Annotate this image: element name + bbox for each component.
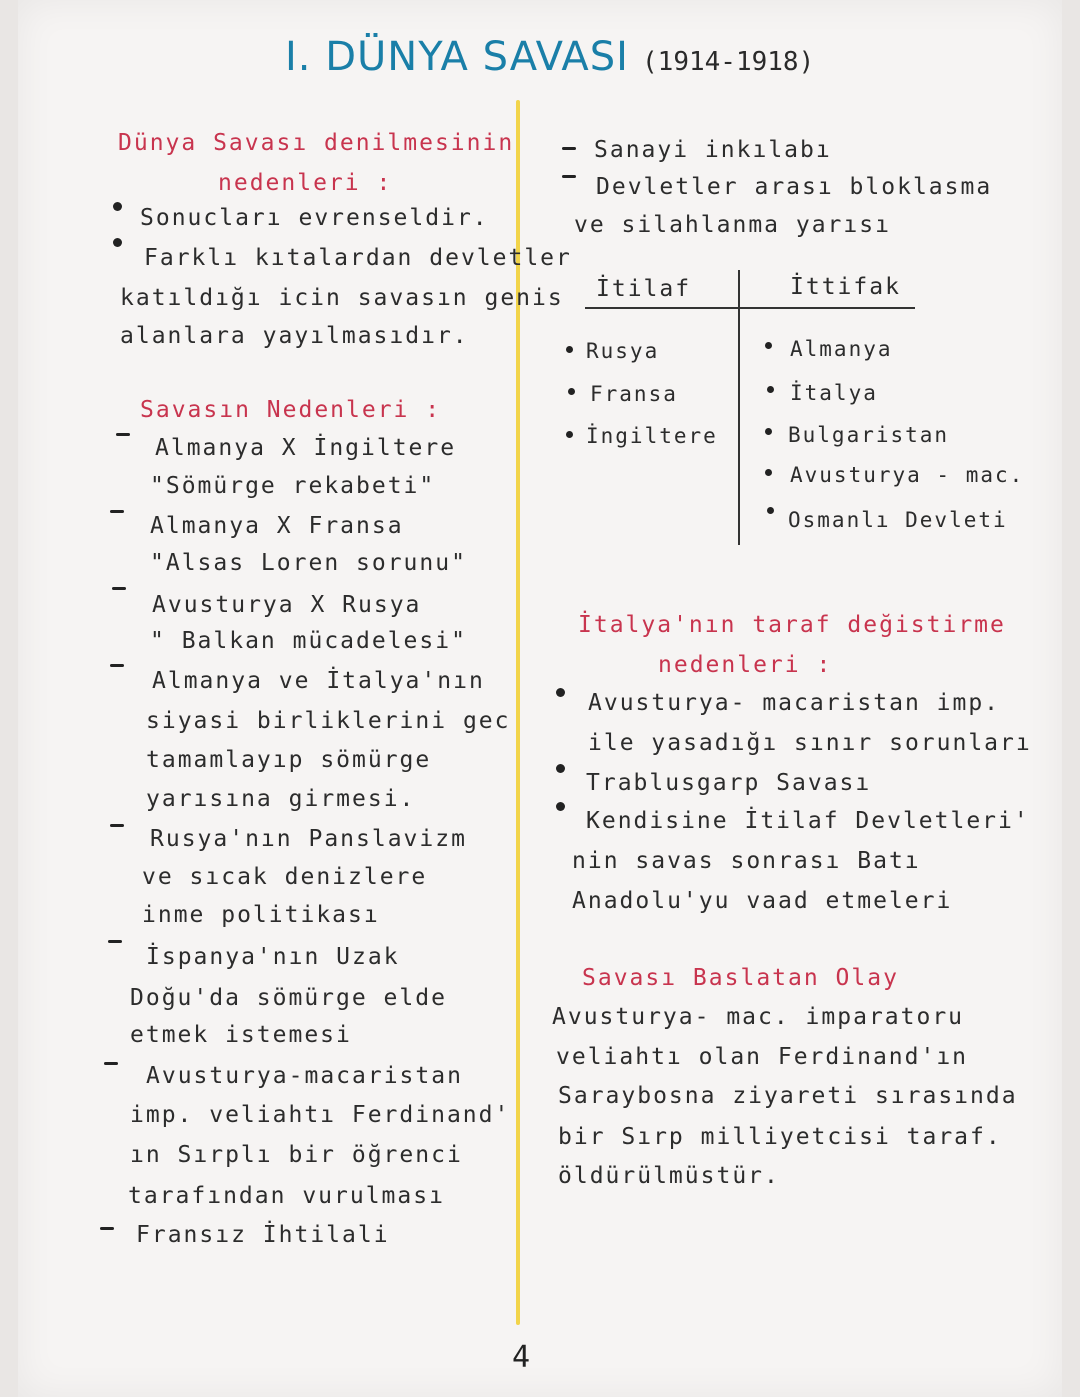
dash-icon (116, 433, 130, 436)
list-item: etmek istemesi (130, 1022, 352, 1048)
dash-icon (108, 940, 122, 943)
table-rule (738, 270, 740, 545)
section-heading: Dünya Savası denilmesinin (118, 130, 515, 156)
bullet-icon (113, 202, 122, 211)
page-title (285, 34, 814, 80)
list-item: Farklı kıtalardan devletler (144, 245, 572, 271)
list-item: Devletler arası bloklasma (596, 174, 993, 200)
list-item: Kendisine İtilaf Devletleri' (586, 808, 1030, 834)
list-item: Avusturya-macaristan (146, 1063, 463, 1089)
list-item: Almanya X Fransa (150, 513, 404, 539)
list-item: ile yasadığı sınır sorunları (588, 730, 1032, 756)
bullet-icon (765, 428, 772, 435)
list-item: İspanya'nın Uzak (146, 944, 400, 970)
page-number: 4 (512, 1340, 531, 1375)
list-item: Sonucları evrenseldir. (140, 205, 489, 231)
list-item: "Alsas Loren sorunu" (150, 550, 467, 576)
section-heading: İtalya'nın taraf değistirme (578, 612, 1006, 638)
table-cell: Osmanlı Devleti (788, 508, 1008, 532)
list-item: Avusturya- macaristan imp. (588, 690, 1001, 716)
dash-icon (562, 175, 576, 178)
dash-icon (104, 1062, 118, 1065)
table-cell: Bulgaristan (788, 423, 950, 447)
list-item: Anadolu'yu vaad etmeleri (572, 888, 953, 914)
dash-icon (110, 824, 124, 827)
bullet-icon (765, 469, 772, 476)
list-item: Fransız İhtilali (136, 1222, 390, 1248)
list-item: Sanayi inkılabı (594, 137, 832, 163)
dash-icon (110, 510, 124, 513)
paragraph-line: veliahtı olan Ferdinand'ın (556, 1044, 969, 1070)
paragraph-line: Saraybosna ziyareti sırasında (558, 1083, 1018, 1109)
section-heading: Savasın Nedenleri : (140, 397, 442, 423)
dash-icon (110, 664, 124, 667)
list-item: Almanya ve İtalya'nın (152, 668, 485, 694)
bullet-icon (566, 431, 573, 438)
bullet-icon (767, 386, 774, 393)
table-header-ittifak: İttifak (790, 274, 901, 300)
section-heading: nedenleri : (218, 170, 393, 196)
title-years: (1914-1918) (642, 47, 815, 77)
dash-icon (100, 1227, 114, 1230)
column-divider (516, 100, 520, 1325)
list-item: Rusya'nın Panslavizm (150, 826, 467, 852)
list-item: " Balkan mücadelesi" (150, 628, 467, 654)
table-cell: Almanya (790, 337, 893, 361)
list-item: ın Sırplı bir öğrenci (130, 1142, 463, 1168)
list-item: tamamlayıp sömürge (146, 747, 432, 773)
list-item: alanlara yayılmasıdır. (120, 323, 469, 349)
table-cell: Rusya (586, 339, 660, 363)
table-cell: Avusturya - mac. (790, 463, 1025, 487)
list-item: siyasi birliklerini gec (146, 708, 511, 734)
list-item: Trablusgarp Savası (586, 770, 872, 796)
paragraph-line: öldürülmüstür. (558, 1163, 780, 1189)
bullet-icon (566, 346, 573, 353)
bullet-icon (765, 342, 772, 349)
list-item: tarafından vurulması (128, 1183, 445, 1209)
list-item: nin savas sonrası Batı (572, 848, 921, 874)
bullet-icon (767, 507, 774, 514)
title-text: I. DÜNYA SAVASI (285, 34, 629, 80)
list-item: yarısına girmesi. (146, 786, 416, 812)
bullet-icon (556, 688, 565, 697)
dash-icon (112, 587, 126, 590)
bullet-icon (568, 388, 575, 395)
table-rule (585, 307, 915, 309)
table-header-itilaf: İtilaf (596, 276, 692, 302)
list-item: Doğu'da sömürge elde (130, 985, 447, 1011)
bullet-icon (113, 238, 122, 247)
list-item: Avusturya X Rusya (152, 592, 422, 618)
paragraph-line: Avusturya- mac. imparatoru (552, 1004, 965, 1030)
section-heading: nedenleri : (658, 652, 833, 678)
bullet-icon (556, 764, 565, 773)
list-item: ve sıcak denizlere (142, 864, 428, 890)
list-item: katıldığı icin savasın genis (120, 285, 564, 311)
bullet-icon (556, 802, 565, 811)
list-item: imp. veliahtı Ferdinand' (130, 1102, 511, 1128)
list-item: ve silahlanma yarısı (574, 212, 891, 238)
table-cell: İngiltere (586, 424, 718, 448)
list-item: Almanya X İngiltere (155, 435, 457, 461)
dash-icon (562, 147, 576, 150)
paragraph-line: bir Sırp milliyetcisi taraf. (558, 1124, 1002, 1150)
table-cell: Fransa (590, 382, 678, 406)
list-item: inme politikası (142, 902, 380, 928)
table-cell: İtalya (790, 381, 878, 405)
list-item: "Sömürge rekabeti" (150, 473, 436, 499)
section-heading: Savası Baslatan Olay (582, 965, 899, 991)
